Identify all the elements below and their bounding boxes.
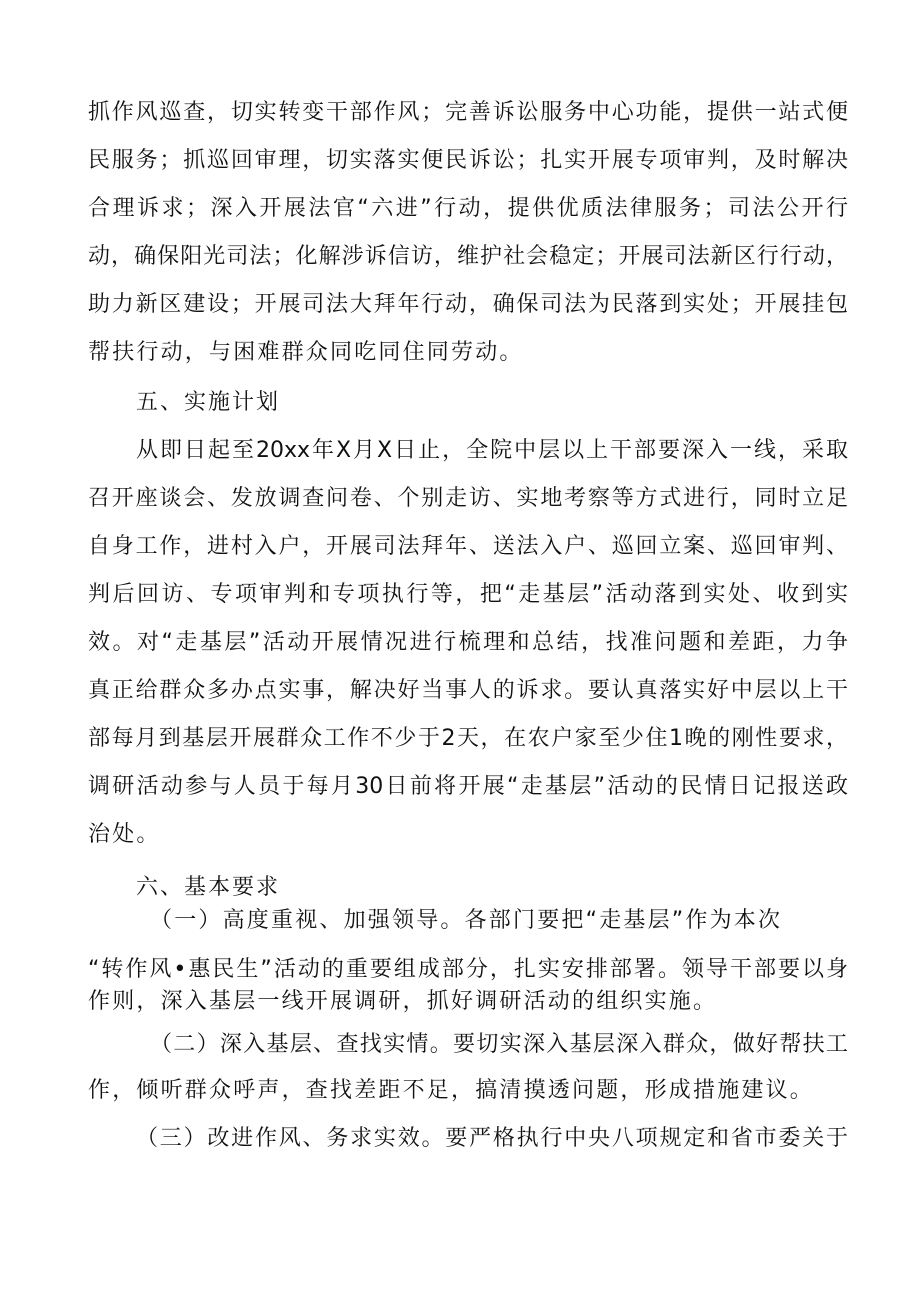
paragraph-line: 治处。 (88, 822, 161, 847)
paragraph-line: 从即日起至20xx年X月X日止，全院中层以上干部要深入一线，采取 (136, 438, 848, 463)
paragraph-line: 帮扶行动，与困难群众同吃同住同劳动。 (88, 340, 524, 365)
paragraph-line: 调研活动参与人员于每月30日前将开展“走基层”活动的民情日记报送政 (88, 774, 848, 799)
paragraph-line: 动，确保阳光司法；化解涉诉信访，维护社会稳定；开展司法新区行行动， (88, 244, 848, 269)
paragraph-line: 作则，深入基层一线开展调研，抓好调研活动的组织实施。 (88, 989, 718, 1014)
paragraph-line: 自身工作，进村入户，开展司法拜年、送法入户、巡回立案、巡回审判、 (88, 534, 848, 559)
paragraph-line: （二）深入基层、查找实情。要切实深入基层深入群众，做好帮扶工 (150, 1032, 848, 1057)
paragraph-line: （一）高度重视、加强领导。各部门要把“走基层”作为本次 (150, 908, 783, 933)
paragraph-line: 抓作风巡查，切实转变干部作风；完善诉讼服务中心功能，提供一站式便 (88, 100, 848, 125)
paragraph-line: 真正给群众多办点实事，解决好当事人的诉求。要认真落实好中层以上干 (88, 678, 848, 703)
paragraph-line: “转作风•惠民生”活动的重要组成部分，扎实安排部署。领导干部要以身 (88, 957, 848, 982)
paragraph-line: 部每月到基层开展群众工作不少于2天，在农户家至少住1晚的刚性要求， (88, 726, 848, 751)
paragraph-line: 合理诉求；深入开展法官“六进”行动，提供优质法律服务；司法公开行 (88, 196, 848, 221)
paragraph-line: 助力新区建设；开展司法大拜年行动，确保司法为民落到实处；开展挂包 (88, 292, 848, 317)
paragraph-line: （三）改进作风、务求实效。要严格执行中央八项规定和省市委关于 (136, 1126, 848, 1151)
paragraph-line: 民服务；抓巡回审理，切实落实便民诉讼；扎实开展专项审判，及时解决 (88, 148, 848, 173)
paragraph-line: 召开座谈会、发放调查问卷、个别走访、实地考察等方式进行，同时立足 (88, 486, 848, 511)
section-heading: 六、基本要求 (136, 875, 281, 900)
paragraph-line: 效。对“走基层”活动开展情况进行梳理和总结，找准问题和差距，力争 (88, 630, 848, 655)
paragraph-line: 判后回访、专项审判和专项执行等，把“走基层”活动落到实处、收到实 (88, 582, 848, 607)
paragraph-line: 作，倾听群众呼声，查找差距不足，搞清摸透问题，形成措施建议。 (88, 1078, 815, 1103)
section-heading: 五、实施计划 (136, 390, 281, 415)
